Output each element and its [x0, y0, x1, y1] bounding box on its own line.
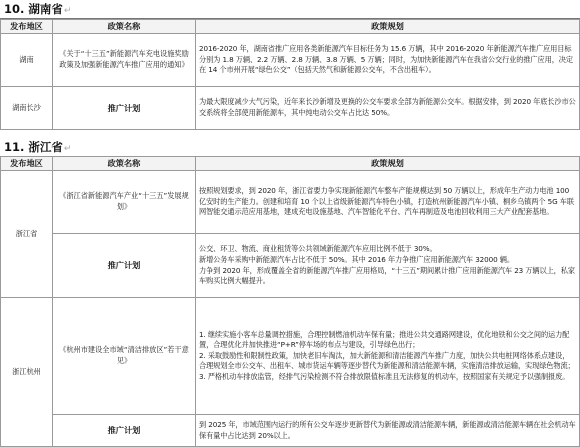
policy-plan-cell: [196, 34, 580, 87]
paragraph-mark-icon: ↵: [63, 6, 72, 16]
header-policy-plan: 政策规划: [196, 157, 580, 171]
plan-paragraph: 2. 采取鼓励性和限制性政策，加快老旧车淘汰，加大新能源和清洁能源汽车推广力度，加快公共电桩网络体系点建设，合理规划全市公交车、出租车、城市货运车辆等逐步替代为新能源和清洁能源车辆，实施清洁排放运输，实现绿色物流；: [199, 350, 575, 371]
table-row: [1, 298, 580, 415]
region-cell: 湖南长沙: [1, 87, 53, 130]
plan-paragraph: 到 2025 年，市域范围内运行的所有公交车逐步更新替代为新能源或清洁能源车辆，新能源或清洁能源车辆在社会机动车保有量中占比达到 20%以上。: [199, 419, 576, 440]
section-title-zhejiang: [4, 139, 71, 155]
zhejiang-policy-table: [0, 156, 580, 447]
plan-paragraph: 公交、环卫、物流、商业租赁等公共领域新能源汽车应用比例不低于 30%。: [199, 244, 437, 254]
header-region: 发布地区: [1, 20, 53, 34]
plan-paragraph: 新增公务车采购中新能源汽车占比不低于 50%。其中 2016 年力争推广应用新能源汽车 32000 辆。: [199, 254, 514, 264]
header-region: 发布地区: [1, 157, 53, 171]
plan-paragraph: 按照规划要求，到 2020 年，浙江省要力争实现新能源汽车整车产能规模达到 50 万辆以上，形成年生产动力电池 100 亿安时的生产能力。创建和培育 10 个以上省级新能源汽车特色小镇，打造杭州新能源汽车小镇、桐乡乌镇两个 5G 车联网智能交通示范应用基地，建成充电设施基地、汽车智能化平台、汽车再制造及电池回收利用三大产业配套基地。: [199, 186, 574, 217]
plan-paragraph: 2016-2020 年，湖南省推广应用各类新能源汽车目标任务为 15.6 万辆，其中 2016-2020 年新能源汽车推广应用目标分别为 1.8 万辆、2.2 万辆、2.8 万辆、3.8 万辆、5 万辆；同时，为加快新能源汽车在我省公交行业的推广应用，决定在 14 个市州开展“绿色公交”（包括天然气和新能源公交车，不含出租车）。: [199, 44, 573, 75]
section-title-text: 10. 湖南省: [4, 2, 63, 16]
policy-plan-cell: [196, 234, 580, 298]
policy-name-cell: 《关于“十三五”新能源汽车充电设施奖励政策及加强新能源汽车推广应用的通知》: [53, 34, 196, 87]
table-row: [1, 87, 580, 130]
plan-paragraph: 为最大限度减少大气污染，近年来长沙新增及更换的公交车要求全部为新能源公交车。根据安排，到 2020 年底长沙市公交系统将全部使用新能源车，其中纯电动公交车占比达 50%。: [199, 97, 576, 117]
policy-name-cell: 《杭州市建设全市域“清洁排放区”若干意见》: [53, 298, 196, 415]
header-policy-name: 政策名称: [53, 20, 196, 34]
policy-plan-cell: [196, 415, 580, 447]
policy-name-cell: 推广计划: [53, 415, 196, 447]
policy-plan-cell: [196, 87, 580, 130]
policy-name-cell: 推广计划: [53, 234, 196, 298]
hunan-policy-table: [0, 19, 580, 130]
region-cell: 浙江杭州: [1, 298, 53, 447]
table-row: [1, 234, 580, 298]
table-header-row: [1, 20, 580, 34]
policy-name-cell: 推广计划: [53, 87, 196, 130]
policy-plan-cell: [196, 171, 580, 234]
table-row: [1, 34, 580, 87]
plan-paragraph: 3. 严格机动车排放监管，经排气污染检测不符合排放限值标准且无法修复的机动车，按照国家有关规定予以强制报废。: [199, 371, 570, 381]
table-header-row: [1, 157, 580, 171]
plan-paragraph: 力争到 2020 年，形成覆盖全省的新能源汽车推广应用格局，“十三五”期间累计推广应用新能源汽车 23 万辆以上，私家车购买比例大幅提升。: [199, 265, 575, 286]
paragraph-mark-icon: ↵: [63, 144, 72, 154]
section-title-hunan: [4, 1, 71, 17]
section-title-text: 11. 浙江省: [4, 140, 63, 154]
table-row: [1, 171, 580, 234]
policy-name-cell: 《浙江省新能源汽车产业“十三五”发展规划》: [53, 171, 196, 234]
table-row: [1, 415, 580, 447]
header-policy-name: 政策名称: [53, 157, 196, 171]
region-cell: 浙江省: [1, 171, 53, 298]
region-cell: 湖南: [1, 34, 53, 87]
header-policy-plan: 政策规划: [196, 20, 580, 34]
policy-plan-cell: [196, 298, 580, 415]
plan-paragraph: 1. 继续实施小客车总量调控措施，合理控制燃油机动车保有量；推进公共交通路网建设，优化地铁和公交之间的运力配置，合理优化并加快推进“P+R”停车场的布点与建设，引导绿色出行；: [199, 329, 570, 350]
